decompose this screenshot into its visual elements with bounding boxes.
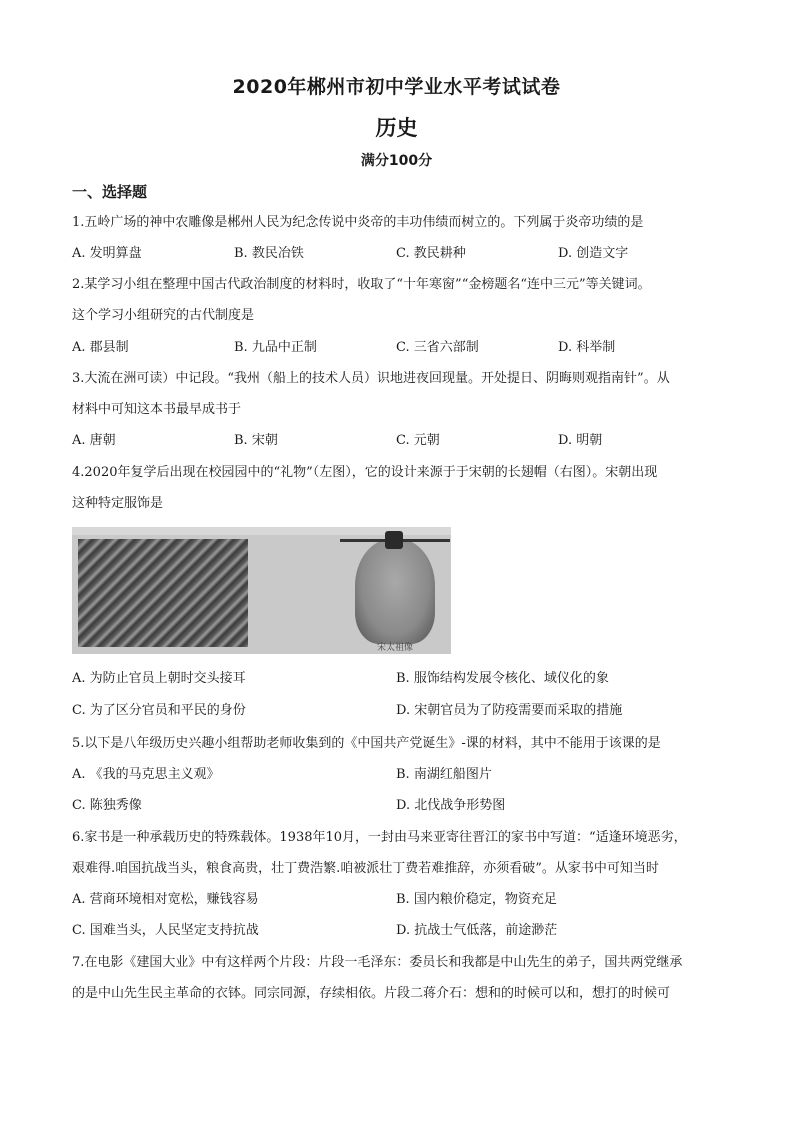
question-4-figure bbox=[72, 527, 451, 654]
q2-option-d: D. 科举制 bbox=[558, 340, 616, 355]
question-4-text-line-1: 4.2020年复学后出现在校园园中的“礼物”（左图），它的设计来源于于宋朝的长翅帽（右图）。宋朝出现 bbox=[72, 465, 658, 480]
q1-option-a: A. 发明算盘 bbox=[72, 246, 142, 261]
section-heading: 一、选择题 bbox=[72, 183, 148, 201]
q3-option-a: A. 唐朝 bbox=[72, 433, 116, 448]
q5-option-d: D. 北伐战争形势图 bbox=[396, 798, 506, 813]
q5-option-c: C. 陈独秀像 bbox=[72, 798, 142, 813]
question-3-text-line-2: 材料中可知这本书最早成书于 bbox=[72, 402, 242, 417]
question-3-text-line-1: 3.大流在洲可读）中记段。“我州（船上的技术人员）识地进夜回现量。开处提日、阴晦则观指南针”。从 bbox=[72, 371, 670, 386]
q1-option-d: D. 创造文字 bbox=[558, 246, 629, 261]
q6-option-d: D. 抗战士气低落，前途渺茫 bbox=[396, 923, 558, 938]
question-2-text-line-2: 这个学习小组研究的古代制度是 bbox=[72, 308, 255, 323]
q4-option-c: C. 为了区分官员和平民的身份 bbox=[72, 703, 246, 718]
subject-title: 历史 bbox=[375, 116, 418, 140]
question-2-text-line-1: 2.某学习小组在整理中国古代政治制度的材料时，收取了“十年寒窗”“金榜题名“连中三元”等关键词。 bbox=[72, 277, 651, 292]
q2-option-a: A. 郡县制 bbox=[72, 340, 129, 355]
question-1-text: 1.五岭广场的神中农雕像是郴州人民为纪念传说中炎帝的丰功伟绩而树立的。下列属于炎帝功绩的是 bbox=[72, 215, 644, 230]
question-7-text-line-1: 7.在电影《建国大业》中有这样两个片段：片段一毛泽东：委员长和我都是中山先生的弟子，国共两党继承 bbox=[72, 955, 683, 970]
q5-option-b: B. 南湖红船图片 bbox=[396, 767, 492, 782]
classroom-photo bbox=[78, 539, 248, 647]
question-5-text: 5.以下是八年级历史兴趣小组帮助老师收集到的《中国共产党诞生》-课的材料，其中不能用于该课的是 bbox=[72, 736, 661, 751]
q1-option-c: C. 教民耕种 bbox=[396, 246, 466, 261]
q2-option-b: B. 九品中正制 bbox=[234, 340, 317, 355]
q4-option-d: D. 宋朝官员为了防疫需要而采取的措施 bbox=[396, 703, 623, 718]
q6-option-a: A. 营商环境相对宽松，赚钱容易 bbox=[72, 892, 259, 907]
q3-option-b: B. 宋朝 bbox=[234, 433, 278, 448]
portrait-head bbox=[385, 531, 403, 549]
question-4-text-line-2: 这种特定服饰是 bbox=[72, 496, 164, 511]
q5-option-a: A. 《我的马克思主义观》 bbox=[72, 767, 220, 782]
question-7-text-line-2: 的是中山先生民主革命的衣钵。同宗同源，存续相依。片段二蒋介石：想和的时候可以和，想打的时候可 bbox=[72, 986, 671, 1001]
exam-title: 2020年郴州市初中学业水平考试试卷 bbox=[232, 76, 561, 98]
question-6-text-line-1: 6.家书是一种承载历史的特殊载体。1938年10月，一封由马来亚寄往晋江的家书中写道：“适逢环境恶劣， bbox=[72, 830, 687, 845]
figure-caption: 宋太祖像 bbox=[377, 643, 414, 653]
q3-option-c: C. 元朝 bbox=[396, 433, 440, 448]
q3-option-d: D. 明朝 bbox=[558, 433, 603, 448]
full-score: 满分100分 bbox=[360, 153, 433, 169]
question-6-text-line-2: 艰难得.咱国抗战当头，粮食高贵，壮丁费浩繁.咱被派壮丁费若难推辞，亦须看破”。从家书中可知当时 bbox=[72, 861, 659, 876]
q2-option-c: C. 三省六部制 bbox=[396, 340, 479, 355]
song-official-portrait bbox=[355, 539, 435, 644]
q1-option-b: B. 教民冶铁 bbox=[234, 246, 304, 261]
q4-option-b: B. 服饰结构发展令核化、域仪化的象 bbox=[396, 671, 609, 686]
q4-option-a: A. 为防止官员上朝时交头接耳 bbox=[72, 671, 246, 686]
q6-option-c: C. 国难当头，人民坚定支持抗战 bbox=[72, 923, 259, 938]
q6-option-b: B. 国内粮价稳定，物资充足 bbox=[396, 892, 557, 907]
